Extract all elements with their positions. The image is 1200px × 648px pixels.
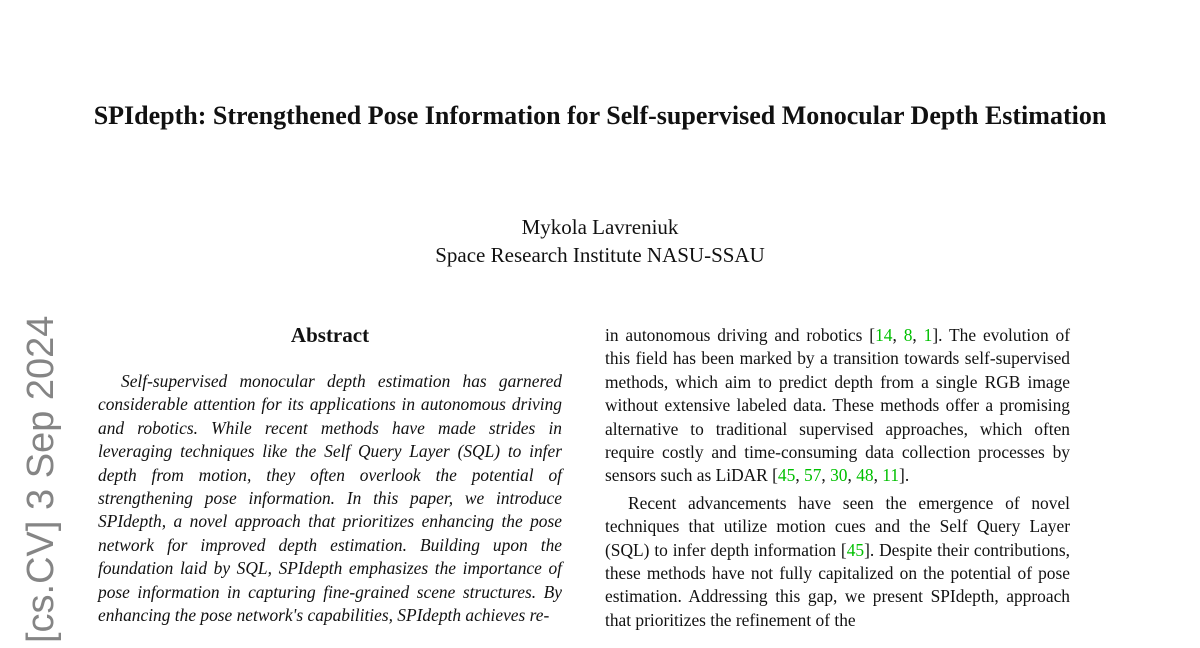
citation[interactable]: 48 (856, 465, 874, 486)
author-block (300, 213, 900, 269)
citation[interactable]: 14 (875, 325, 893, 345)
citation[interactable]: 1 (923, 325, 933, 345)
citation[interactable]: 45 (777, 465, 796, 486)
citation[interactable]: 45 (846, 539, 865, 560)
paper-title: SPIdepth: Strengthened Pose Information for Self-supervised Monocular Depth Estimation (93, 101, 1107, 130)
author-name: Mykola Lavreniuk (521, 215, 679, 239)
intro-text: ]. (899, 465, 910, 486)
intro-text: ]. The evolution of this field has been marked by a transition towards self-supervised methods, which aim to predict depth from a single RGB image without extensive labeled data. These methods offer a promising alternative to traditional supervised approaches, which often require costly and time-consuming data collection processes by sensors such as LiDAR [ (605, 325, 1071, 486)
intro-paragraph-2 (605, 492, 1070, 632)
intro-text: ]. Despite their contributions, these methods have not fully capitalized on the potential of pose estimation. Addressing this gap, we present SPIdepth, approach that prioritizes the refinement of the (605, 539, 1070, 630)
intro-paragraph-1: in autonomous driving and robotics [14, 8, 1]. The evolution of this field has been marked by a transition towards self-supervised methods, which aim to predict depth from a single RGB image without extensive labeled data. These methods offer a promising alternative to traditional supervised approaches, which often require costly and time-consuming data collection processes by sensors such as LiDAR [45, 57, 30, 48, 11]. (605, 325, 1071, 486)
intro-text: in autonomous driving and robotics [ (605, 325, 876, 345)
abstract-heading: Abstract (290, 323, 370, 347)
author-affiliation: Space Research Institute NASU-SSAU (435, 243, 765, 267)
arxiv-stamp: [cs.CV] 3 Sep 2024 (20, 315, 62, 643)
intro-text: Recent advancements have seen the emergence of novel techniques that utilize motion cues and the Self Query Layer (SQL) to infer depth information [ (605, 492, 1070, 560)
citation[interactable]: 57 (804, 465, 822, 486)
introduction-column (605, 324, 1070, 632)
citation[interactable]: 11 (882, 465, 900, 486)
citation[interactable]: 30 (830, 465, 848, 486)
citation[interactable]: 8 (903, 325, 913, 345)
abstract-text: Self-supervised monocular depth estimation has garnered considerable attention for its applications in autonomous driving and robotics. While recent methods have made strides in leveraging techniques like the Self Query Layer (SQL) to infer depth from motion, they often overlook the potential of strengthening pose information. In this paper, we introduce SPIdepth, a novel approach that prioritizes enhancing the pose network for improved depth estimation. Building upon the foundation laid by SQL, SPIdepth emphasizes the importance of pose information in capturing fine-grained scene structures. By enhancing the pose network's capabilities, SPIdepth achieves re- (98, 371, 562, 626)
